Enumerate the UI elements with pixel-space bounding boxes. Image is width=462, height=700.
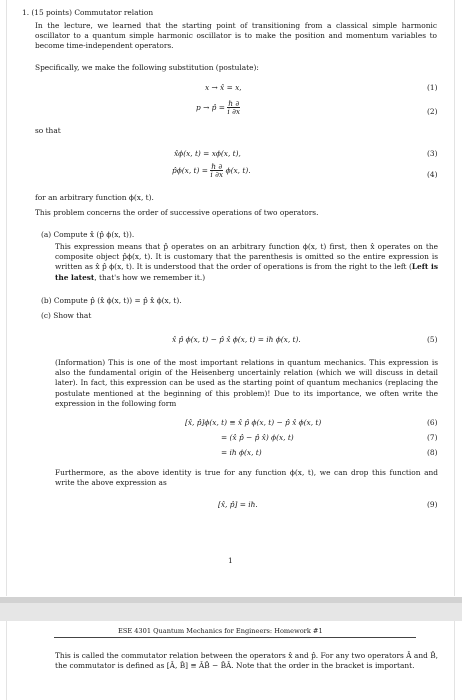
eq-number-4: (4) xyxy=(427,170,438,179)
substitution-p-denominator: i ∂x xyxy=(227,107,241,117)
eq-number-5: (5) xyxy=(427,335,438,344)
equation-6: [x̂, p̂]ϕ(x, t) ≡ x̂ p̂ ϕ(x, t) − p̂ x̂ ϕ(x, t) xyxy=(185,418,322,427)
part-c-prompt: (c) Show that xyxy=(41,311,92,320)
equation-9: [x̂, p̂] = iℏ. xyxy=(218,500,258,509)
substitution-p xyxy=(196,100,240,116)
commutator-definition-paragraph: This is called the commutator relation between the operators x̂ and p̂. For any two operators Â and B̂, the commutator is defined as [Â, B̂] ≡ ÂB̂ − B̂Â. Note that the order in the bracket is important. xyxy=(55,651,438,671)
arbitrary-function-text: for an arbitrary function ϕ(x, t). xyxy=(35,193,154,202)
eq-number-3: (3) xyxy=(427,149,438,158)
eq-number-8: (8) xyxy=(427,448,438,457)
eq-number-9: (9) xyxy=(427,500,438,509)
page-2-right-border xyxy=(454,621,455,700)
equation-3: x̂ϕ(x, t) = xϕ(x, t), xyxy=(174,149,241,158)
furthermore-paragraph: Furthermore, as the above identity is true for any function ϕ(x, t), we can drop this function and write the above expression as xyxy=(55,468,438,488)
information-paragraph: (Information) This is one of the most important relations in quantum mechanics. This expression is also the fundamental origin of the Heisenberg uncertainly relation (which we will discuss in detail later). In fact, this expression can be used as the starting point of quantum mechanics (replacing the postulate mentioned at the beginning of this problem)! Due to its importance, we often write the expression in the following form xyxy=(55,358,438,408)
substitution-p-lhs: p → p̂ = xyxy=(196,102,225,112)
substitution-p-fraction xyxy=(227,100,240,116)
part-b-prompt: (b) Compute p̂ (x̂ ϕ(x, t)) = p̂ x̂ ϕ(x, t). xyxy=(41,296,182,305)
page-left-border xyxy=(6,0,7,596)
so-that-text: so that xyxy=(35,126,61,135)
page-number: 1 xyxy=(228,556,233,565)
part-a-prompt: (a) Compute x̂ (p̂ ϕ(x, t)). xyxy=(41,230,135,239)
part-a-body xyxy=(55,242,438,283)
page-right-border xyxy=(454,0,455,596)
specifically-text: Specifically, we make the following substitution (postulate): xyxy=(35,63,259,72)
part-a-bold-phrase: Left is the latest xyxy=(55,262,438,282)
page-footer-title: ESE 4301 Quantum Mechanics for Engineers: Homework #1 xyxy=(118,627,323,635)
equation-4 xyxy=(172,163,251,179)
equation-4-numerator: ℏ ∂ xyxy=(211,162,223,171)
eq-number-7: (7) xyxy=(427,433,438,442)
footer-rule xyxy=(54,637,416,638)
eq-number-1: (1) xyxy=(427,83,438,92)
eq-number-2: (2) xyxy=(427,107,438,116)
problem-heading: 1. (15 points) Commutator relation xyxy=(22,8,154,17)
equation-4-fraction xyxy=(210,163,223,179)
equation-4-denominator: i ∂x xyxy=(210,170,224,180)
substitution-p-numerator: ℏ ∂ xyxy=(228,99,240,108)
equation-7: = (x̂ p̂ − p̂ x̂) ϕ(x, t) xyxy=(221,433,294,442)
page-separator xyxy=(0,597,462,621)
page-separator-shadow xyxy=(0,597,462,603)
part-a-tail: , that's how we remember it.) xyxy=(94,272,206,282)
eq-number-6: (6) xyxy=(427,418,438,427)
equation-4-rhs: ϕ(x, t). xyxy=(225,165,251,175)
order-of-operations-text: This problem concerns the order of successive operations of two operators. xyxy=(35,208,319,217)
substitution-x: x → x̂ = x, xyxy=(205,83,242,92)
page-2-left-border xyxy=(6,621,7,700)
intro-paragraph: In the lecture, we learned that the starting point of transitioning from a classical simple harmonic oscillator to a quantum simple harmonic oscillator is to make the position and momentum variables to become time-independent operators. xyxy=(35,21,437,51)
equation-4-lhs: p̂ϕ(x, t) = xyxy=(172,165,208,175)
equation-5: x̂ p̂ ϕ(x, t) − p̂ x̂ ϕ(x, t) = iℏ ϕ(x, t). xyxy=(172,335,301,344)
equation-8: = iℏ ϕ(x, t) xyxy=(221,448,262,457)
part-a-body-text: This expression means that p̂ operates on an arbitrary function ϕ(x, t) first, then x̂ operates on the composite object p̂ϕ(x, t). It is customary that the parenthesis is omitted so the entire expression is written as x̂ p̂ ϕ(x, t). It is understood that the order of operations is from the right to the left ( xyxy=(55,242,438,272)
